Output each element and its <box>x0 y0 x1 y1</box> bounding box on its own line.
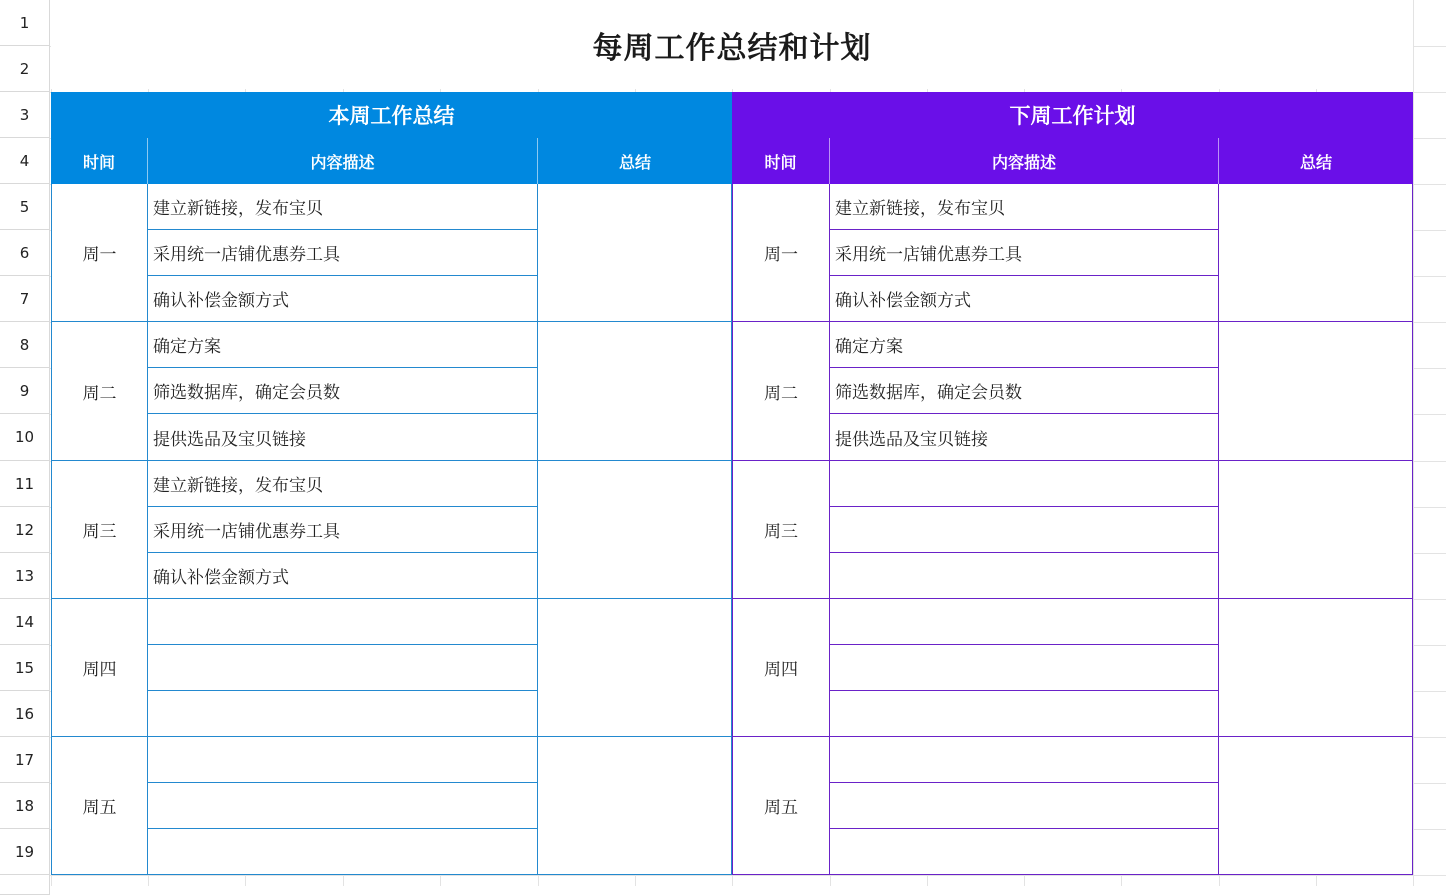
this_week-col-header-time[interactable]: 时间 <box>51 138 148 184</box>
this_week-task-cell[interactable] <box>148 599 538 645</box>
row-header[interactable]: 8 <box>0 322 50 368</box>
next_week-task-cell[interactable]: 提供选品及宝贝链接 <box>830 414 1219 461</box>
next_week-col-header-time[interactable]: 时间 <box>732 138 830 184</box>
row-header[interactable]: 2 <box>0 46 50 92</box>
this_week-summary-cell[interactable] <box>538 461 732 599</box>
row-header[interactable]: 12 <box>0 507 50 553</box>
next_week-task-cell[interactable] <box>830 737 1219 783</box>
next_week-task-cell[interactable]: 采用统一店铺优惠券工具 <box>830 230 1219 276</box>
next_week-summary-cell[interactable] <box>1219 599 1413 737</box>
row-header[interactable]: 16 <box>0 691 50 737</box>
row-header[interactable]: 5 <box>0 184 50 230</box>
this_week-summary-cell[interactable] <box>538 322 732 461</box>
row-header[interactable]: 18 <box>0 783 50 829</box>
next_week-summary-cell[interactable] <box>1219 184 1413 322</box>
next_week-task-cell[interactable] <box>830 691 1219 737</box>
next_week-summary-cell[interactable] <box>1219 322 1413 461</box>
this_week-task-cell[interactable] <box>148 829 538 875</box>
sheet-title[interactable]: 每周工作总结和计划 <box>51 0 1413 89</box>
this_week-task-cell[interactable]: 建立新链接，发布宝贝 <box>148 184 538 230</box>
this_week-day-cell[interactable]: 周五 <box>51 737 148 875</box>
this_week-task-cell[interactable]: 建立新链接，发布宝贝 <box>148 461 538 507</box>
row-header[interactable]: 19 <box>0 829 50 875</box>
row-header[interactable]: 13 <box>0 553 50 599</box>
row-header[interactable] <box>0 875 50 895</box>
row-header[interactable]: 11 <box>0 461 50 507</box>
next_week-task-cell[interactable] <box>830 507 1219 553</box>
next_week-day-cell[interactable]: 周五 <box>732 737 830 875</box>
row-header[interactable]: 15 <box>0 645 50 691</box>
this_week-summary-cell[interactable] <box>538 599 732 737</box>
next_week-col-header-summary[interactable]: 总结 <box>1219 138 1413 184</box>
next_week-day-cell[interactable]: 周二 <box>732 322 830 461</box>
next_week-day-cell[interactable]: 周三 <box>732 461 830 599</box>
this_week-task-cell[interactable] <box>148 783 538 829</box>
next_week-task-cell[interactable]: 确认补偿金额方式 <box>830 276 1219 322</box>
next_week-task-cell[interactable]: 筛选数据库，确定会员数 <box>830 368 1219 414</box>
this_week-section-header[interactable]: 本周工作总结 <box>51 92 732 138</box>
next_week-section-header[interactable]: 下周工作计划 <box>732 92 1413 138</box>
next_week-summary-cell[interactable] <box>1219 737 1413 875</box>
this_week-task-cell[interactable]: 确认补偿金额方式 <box>148 276 538 322</box>
row-header[interactable]: 7 <box>0 276 50 322</box>
row-header[interactable]: 17 <box>0 737 50 783</box>
this_week-summary-cell[interactable] <box>538 737 732 875</box>
row-header[interactable]: 1 <box>0 0 50 46</box>
this_week-task-cell[interactable]: 筛选数据库，确定会员数 <box>148 368 538 414</box>
row-header[interactable]: 9 <box>0 368 50 414</box>
row-header[interactable]: 4 <box>0 138 50 184</box>
row-header[interactable]: 10 <box>0 414 50 461</box>
next_week-day-cell[interactable]: 周一 <box>732 184 830 322</box>
next_week-summary-cell[interactable] <box>1219 461 1413 599</box>
next_week-col-header-content[interactable]: 内容描述 <box>830 138 1219 184</box>
next_week-task-cell[interactable]: 确定方案 <box>830 322 1219 368</box>
gridline <box>0 875 1446 876</box>
next_week-task-cell[interactable] <box>830 599 1219 645</box>
this_week-day-cell[interactable]: 周四 <box>51 599 148 737</box>
this_week-day-cell[interactable]: 周二 <box>51 322 148 461</box>
this_week-task-cell[interactable]: 确认补偿金额方式 <box>148 553 538 599</box>
next_week-task-cell[interactable] <box>830 783 1219 829</box>
next_week-task-cell[interactable]: 建立新链接，发布宝贝 <box>830 184 1219 230</box>
next_week-task-cell[interactable] <box>830 645 1219 691</box>
row-header[interactable]: 6 <box>0 230 50 276</box>
this_week-task-cell[interactable]: 采用统一店铺优惠券工具 <box>148 230 538 276</box>
this_week-task-cell[interactable]: 提供选品及宝贝链接 <box>148 414 538 461</box>
this_week-task-cell[interactable]: 采用统一店铺优惠券工具 <box>148 507 538 553</box>
next_week-task-cell[interactable] <box>830 461 1219 507</box>
this_week-task-cell[interactable]: 确定方案 <box>148 322 538 368</box>
next_week-task-cell[interactable] <box>830 829 1219 875</box>
this_week-summary-cell[interactable] <box>538 184 732 322</box>
row-header[interactable]: 3 <box>0 92 50 138</box>
this_week-task-cell[interactable] <box>148 691 538 737</box>
next_week-task-cell[interactable] <box>830 553 1219 599</box>
row-header[interactable]: 14 <box>0 599 50 645</box>
this_week-task-cell[interactable] <box>148 737 538 783</box>
this_week-day-cell[interactable]: 周一 <box>51 184 148 322</box>
this_week-task-cell[interactable] <box>148 645 538 691</box>
gridline <box>1413 0 1414 886</box>
this_week-col-header-summary[interactable]: 总结 <box>538 138 732 184</box>
next_week-day-cell[interactable]: 周四 <box>732 599 830 737</box>
this_week-day-cell[interactable]: 周三 <box>51 461 148 599</box>
this_week-col-header-content[interactable]: 内容描述 <box>148 138 538 184</box>
